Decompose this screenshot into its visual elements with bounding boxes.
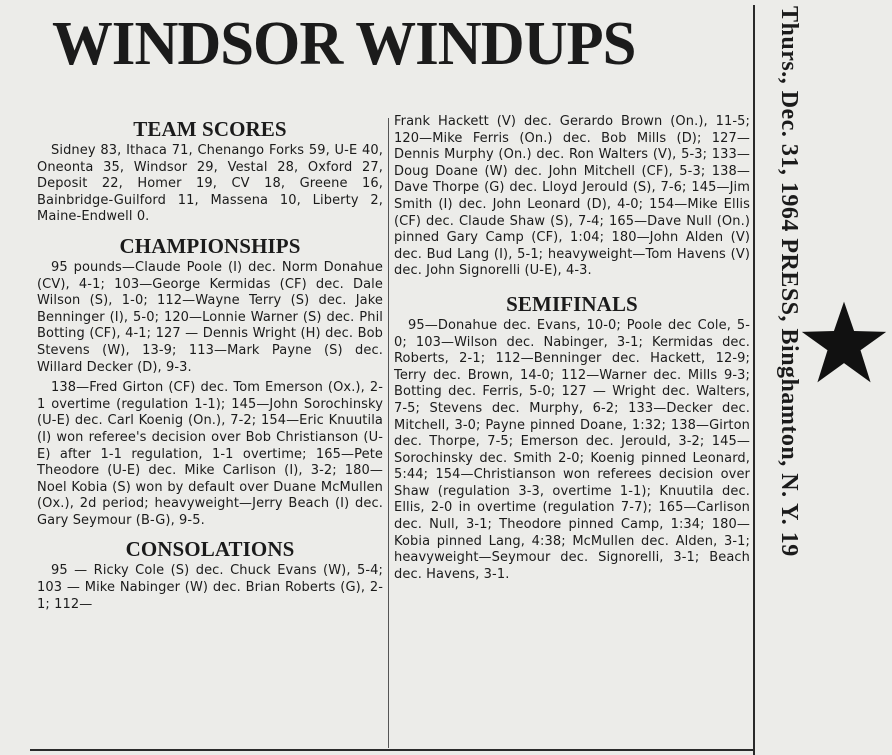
championships-para-1: 95 pounds—Claude Poole (I) dec. Norm Donahue (CV), 4-1; 103—George Kermidas (CF) dec. Dale Wilson (S), 1-0; 112—Wayne Terry (S) dec. Jake Benninger (I), 5-0; 120—Lonnie Warner (S) dec. Phil Botting (CF), 4-1; 127 — Dennis Wright (H) dec. Bob Stevens (W), 13-9; 113—Mark Payne (S) dec. Willard Decker (D), 9-3.	[37, 259, 383, 375]
championships-para-2: 138—Fred Girton (CF) dec. Tom Emerson (Ox.), 2-1 overtime (regulation 1-1); 145—John Sorochinsky (U-E) dec. Carl Koenig (On.), 7-2; 154—Eric Knuutila (I) won referee's decision over Bob Christianson (U-E) after 1-1 regulation, 1-1 overtime; 165—Pete Theodore (U-E) dec. Mike Carlison (I), 3-2; 180—Noel Kobia (S) won by default over Duane McMullen (Ox.), 2d period; heavyweight—Jerry Beach (I) dec. Gary Seymour (B-G), 9-5.	[37, 380, 383, 528]
column-divider	[388, 118, 389, 748]
star-icon	[798, 298, 890, 386]
championships-heading: CHAMPIONSHIPS	[119, 233, 301, 258]
headline: WINDSOR WINDUPS	[52, 10, 636, 78]
right-column	[394, 114, 750, 583]
consolations-para-1: 95 — Ricky Cole (S) dec. Chuck Evans (W), 5-4; 103 — Mike Nabinger (W) dec. Brian Roberts (G), 2-1; 112—	[37, 563, 383, 612]
left-column	[37, 114, 383, 613]
bottom-rule	[30, 749, 754, 751]
team-scores-text: Sidney 83, Ithaca 71, Chenango Forks 59, U-E 40, Oneonta 35, Windsor 29, Vestal 28, Oxford 27, Deposit 22, Homer 19, CV 18, Greene 16, Bainbridge-Guilford 11, Massena 10, Liberty 2, Maine-Endwell 0.	[37, 143, 383, 225]
semifinals-text: 95—Donahue dec. Evans, 10-0; Poole dec Cole, 5-0; 103—Wilson dec. Nabinger, 3-1; Kermidas dec. Roberts, 2-1; 112—Benninger dec. Hackett, 12-9; Terry dec. Brown, 14-0; 112—Warner dec. Mills 9-3; Botting dec. Ferris, 5-0; 127 — Wright dec. Walters, 7-5; Stevens dec. Murphy, 6-2; 133—Decker dec. Mitchell, 3-0; Payne pinned Doane, 1:32; 138—Girton dec. Thorpe, 7-5; Emerson dec. Jerould, 3-2; 145—Sorochinsky dec. Smith 2-0; Koenig pinned Leonard, 5:44; 154—Christianson won referees decision over Shaw (regulation 3-3, overtime 1-1); Knuutila dec. Ellis, 2-0 in overtime (regulation 7-7); 165—Carlison dec. Null, 3-1; Theodore pinned Camp, 1:34; 180—Kobia pinned Lang, 4:38; McMullen dec. Alden, 3-1; heavyweight—Seymour dec. Signorelli, 3-1; Beach dec. Havens, 3-1.	[394, 317, 750, 582]
consolations-heading: CONSOLATIONS	[125, 537, 295, 562]
consolations-para-2: Frank Hackett (V) dec. Gerardo Brown (On.), 11-5; 120—Mike Ferris (On.) dec. Bob Mills (D); 127—Dennis Murphy (On.) dec. Ron Walters (V), 5-3; 133—Doug Doane (W) dec. John Mitchell (CF), 5-3; 138—Dave Thorpe (G) dec. Lloyd Jerould (S), 7-6; 145—Jim Smith (I) dec. John Leonard (D), 4-0; 154—Mike Ellis (CF) dec. Claude Shaw (S), 7-4; 165—Dave Null (On.) pinned Gary Camp (CF), 1:04; 180—John Alden (V) dec. Bud Lang (I), 5-1; heavyweight—Tom Havens (V) dec. John Signorelli (U-E), 4-3.	[394, 114, 750, 279]
team-scores-heading: TEAM SCORES	[133, 117, 287, 141]
dateline-sidebar: Thurs., Dec. 31, 1964 PRESS, Binghamton, N. Y. 19	[776, 6, 802, 557]
column-rule-right	[753, 5, 755, 755]
semifinals-heading: SEMIFINALS	[506, 291, 638, 316]
